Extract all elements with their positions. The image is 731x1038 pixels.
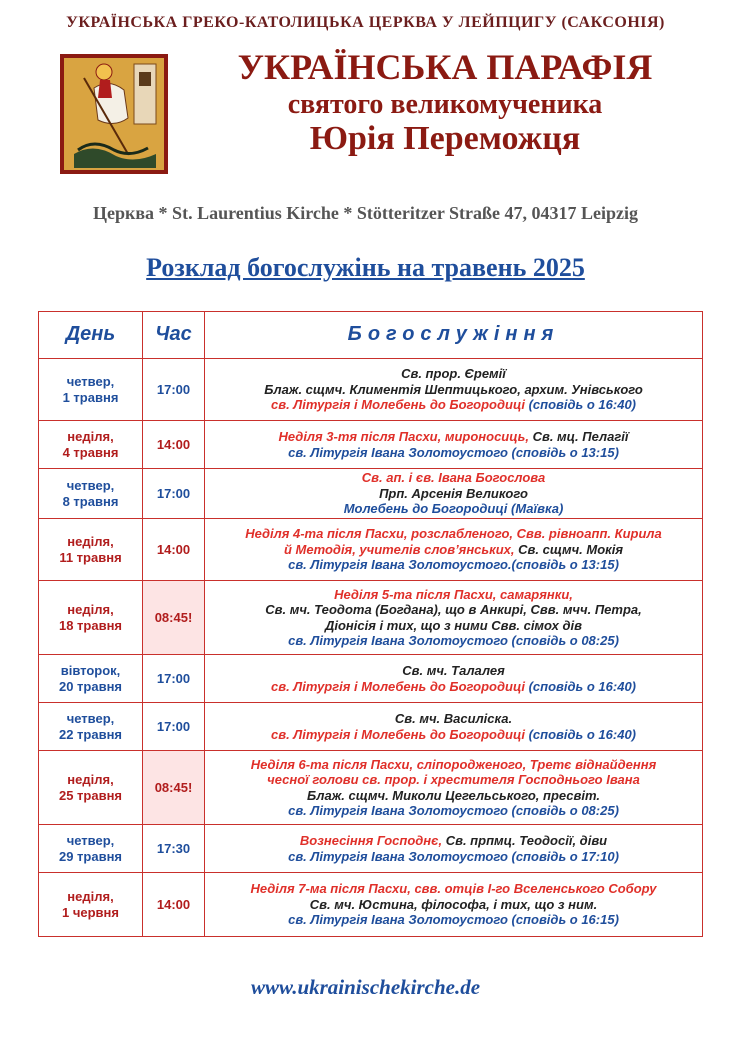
day-cell [39,873,143,937]
service-line [208,470,699,486]
service-text: (сповідь о 08:25) [507,633,619,648]
service-cell [205,825,703,873]
table-header-row [39,312,703,359]
time-cell: 17:30 [143,825,205,873]
service-line [208,803,699,819]
time-cell: 14:00 [143,873,205,937]
time-cell: 14:00 [143,519,205,581]
weekday-text: вівторок, [60,663,121,678]
service-text: св. Літургія Івана Золотоустого [288,848,508,864]
service-line [208,663,699,679]
weekday-text: четвер, [66,374,115,389]
service-text: Св. мц. Пелагії [528,429,629,444]
service-text: (сповідь о 16:40) [524,678,636,694]
service-line [208,397,699,413]
service-text: Неділя 7-ма після Пасхи, свв. отців І-го Вселенського Собору [250,881,657,897]
service-text: (сповідь о 16:40) [524,726,636,742]
service-text: (сповідь о 16:40) [524,397,636,413]
table-row [39,581,703,655]
service-text: Св. мч. Юстина, філософа, і тих, що з ним. [309,896,598,912]
service-line [208,679,699,695]
service-line [208,587,699,603]
service-cell [205,751,703,825]
service-text: (сповідь о 13:15) [507,444,619,460]
day-cell [39,581,143,655]
date-text: 1 червня [62,904,119,920]
service-cell [205,655,703,703]
service-text: Прп. Арсенія Великого [379,485,528,501]
service-cell [205,873,703,937]
service-text: Св. мч. Василіска. [394,711,513,726]
weekday-text: четвер, [66,478,115,493]
date-text: 4 травня [62,444,119,460]
service-line [208,633,699,649]
service-line [208,788,699,804]
date-text: 18 травня [58,617,123,633]
time-cell: 17:00 [143,359,205,421]
table-row [39,703,703,751]
service-line [208,445,699,461]
service-line [208,727,699,743]
service-line [208,526,699,542]
service-text: Блаж. сщмч. Миколи Цегельського, пресвіт. [307,787,600,803]
schedule-heading: Розклад богослужінь на травень 2025 [146,253,585,282]
service-text: чесної голови св. прор. і хрестителя Господнього Івана [267,772,640,787]
table-row [39,519,703,581]
table-row [39,825,703,873]
service-text: Неділя 6-та після Пасхи, сліпородженого, Третє віднайдення [250,756,657,772]
service-text: св. Літургія Івана Золотоустого. [288,557,512,573]
service-text: Блаж. сщмч. Климентія Шептицького, архим. Унівського [264,381,643,397]
service-text: Св. ап. і єв. Івана Богослова [361,470,546,486]
column-header-service: Богослужіння [205,312,703,359]
service-line [208,912,699,928]
date-text: 25 травня [58,787,123,803]
day-cell [39,421,143,469]
parish-subtitle: святого великомученика [287,89,603,120]
day-cell [39,655,143,703]
time-cell: 08:45! [143,751,205,825]
day-cell [39,469,143,519]
service-text: Вознесіння Господнє, [299,833,443,848]
date-text: 8 травня [62,493,119,509]
service-cell [205,581,703,655]
time-cell: 14:00 [143,421,205,469]
service-line [208,602,699,618]
service-text: й Методія, учителів слов’янських, [283,541,515,557]
service-line [208,897,699,913]
service-cell [205,359,703,421]
service-text: (сповідь о 08:25) [507,803,619,818]
day-cell [39,519,143,581]
service-line [208,849,699,865]
time-cell: 17:00 [143,655,205,703]
service-text: св. Літургія і Молебень до Богородиці [270,726,525,742]
service-text: Неділя 3-тя після Пасхи, мироносиць, [278,429,529,444]
service-text: (сповідь о 16:15) [507,912,619,928]
service-line [208,711,699,727]
service-line [208,557,699,573]
date-text: 20 травня [58,678,123,694]
weekday-text: неділя, [67,889,114,904]
service-text: Неділя 4-та після Пасхи, розслабленого, Свв. рівноапп. Кирила [245,526,662,542]
service-cell [205,421,703,469]
service-line [208,833,699,849]
service-text: св. Літургія Івана Золотоустого [288,912,508,928]
weekday-text: неділя, [67,429,114,444]
day-cell [39,359,143,421]
table-row [39,751,703,825]
table-row [39,359,703,421]
service-text: св. Літургія Івана Золотоустого [288,444,508,460]
service-text: Св. мч. Талалея [402,663,505,678]
saint-george-icon [60,54,168,174]
weekday-text: неділя, [67,602,114,617]
date-text: 29 травня [58,848,123,864]
day-cell [39,825,143,873]
service-text: Молебень до Богородиці (Маївка) [343,501,564,517]
time-cell: 17:00 [143,703,205,751]
service-text: св. Літургія Івана Золотоустого [288,803,508,818]
service-line [208,757,699,773]
parish-title: УКРАЇНСЬКА ПАРАФІЯ [237,47,653,87]
service-text: Св. сщмч. Мокія [514,541,624,557]
time-cell: 17:00 [143,469,205,519]
weekday-text: неділя, [67,534,114,549]
weekday-text: четвер, [66,711,115,726]
service-line [208,486,699,502]
service-cell [205,469,703,519]
service-text: св. Літургія і Молебень до Богородиці [270,397,525,413]
service-text: (сповідь о 17:10) [507,848,619,864]
table-row [39,655,703,703]
service-text: св. Літургія Івана Золотоустого [288,633,508,648]
table-row [39,873,703,937]
date-text: 22 травня [58,726,123,742]
service-text: (сповідь о 13:15) [511,557,619,573]
service-text: Св. прор. Єремії [401,366,506,382]
service-cell [205,703,703,751]
service-cell [205,519,703,581]
service-text: Св. мч. Теодота (Богдана), що в Анкирі, Свв. мчч. Петра, [265,602,642,617]
service-line [208,382,699,398]
service-line [208,542,699,558]
weekday-text: неділя, [67,772,114,787]
church-name-header: УКРАЇНСЬКА ГРЕКО-КАТОЛИЦЬКА ЦЕРКВА У ЛЕЙПЦИГУ (САКСОНІЯ) [66,14,665,31]
weekday-text: четвер, [66,833,115,848]
service-text: Св. прпмц. Теодосії, діви [442,833,608,848]
service-line [208,429,699,445]
service-text: Діонісія і тих, що з ними Свв. сімох дів [324,617,583,633]
table-row [39,421,703,469]
service-line [208,772,699,788]
date-text: 11 травня [59,549,122,565]
schedule-table [38,311,703,937]
parish-saint-name: Юрія Переможця [309,120,581,157]
column-header-day: День [39,312,143,359]
service-text: Неділя 5-та після Пасхи, самарянки, [334,586,573,602]
website-link[interactable]: www.ukrainischekirche.de [250,975,481,999]
column-header-time: Час [143,312,205,359]
service-text: св. Літургія і Молебень до Богородиці [270,678,525,694]
service-line [208,366,699,382]
service-line [208,881,699,897]
date-text: 1 травня [62,389,119,405]
church-address: Церква * St. Laurentius Kirche * Stötteritzer Straße 47, 04317 Leipzig [92,203,639,223]
table-row [39,469,703,519]
service-line [208,618,699,634]
service-line [208,501,699,517]
day-cell [39,703,143,751]
day-cell [39,751,143,825]
time-cell: 08:45! [143,581,205,655]
